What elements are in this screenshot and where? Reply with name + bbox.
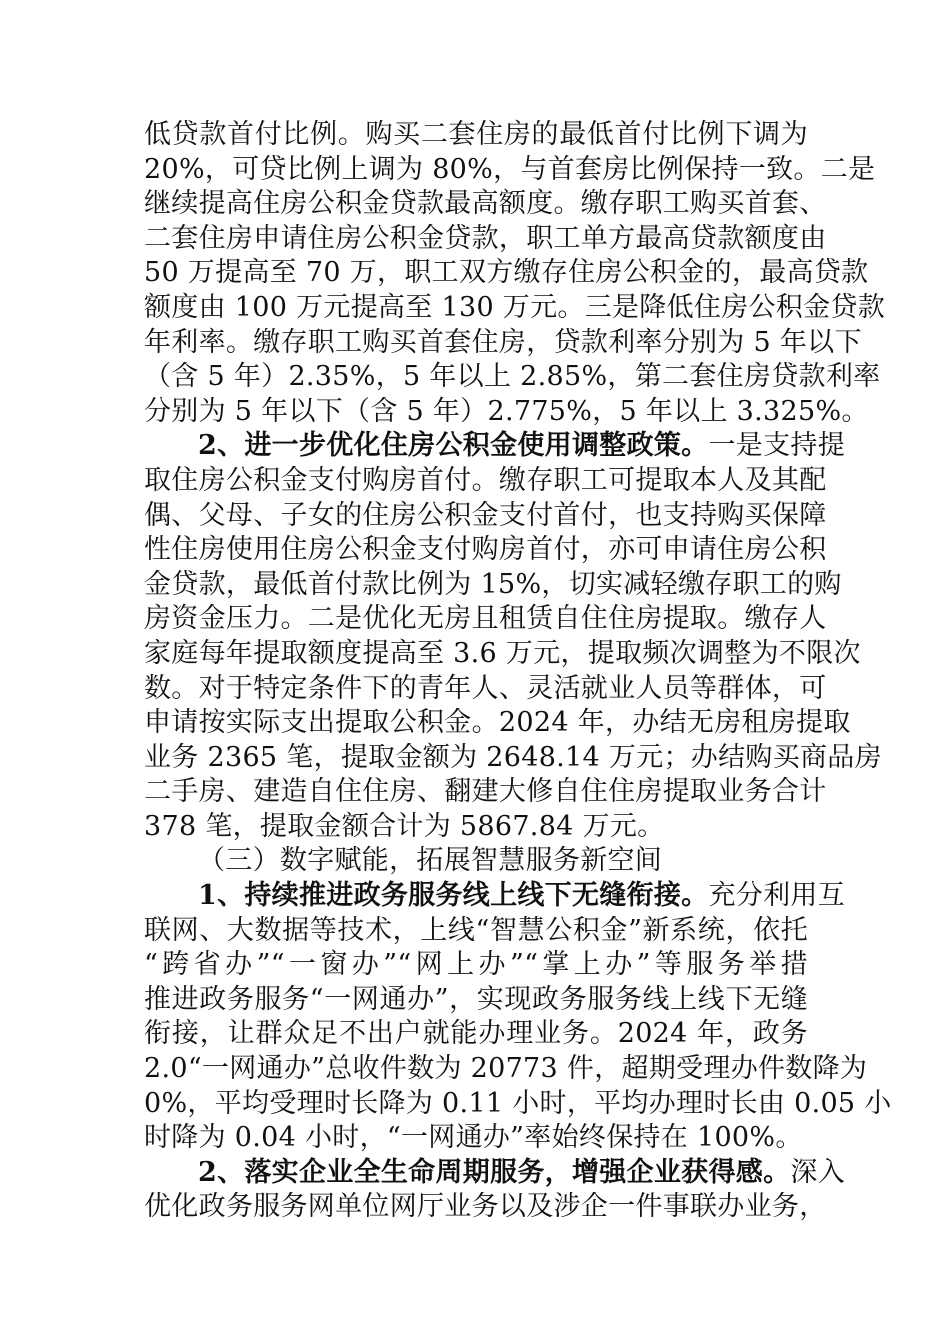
text-run: 一是支持提	[708, 430, 845, 462]
text-line: 申请按实际支出提取公积金。2024 年，办结无房租房提取	[144, 707, 851, 739]
text-line: 二手房、建造自住住房、翻建大修自住住房提取业务合计	[144, 776, 827, 808]
text-line	[144, 429, 845, 464]
text-line	[144, 1156, 845, 1191]
text-line: 二套住房申请住房公积金贷款，职工单方最高贷款额度由	[144, 222, 827, 254]
section-heading: 2、落实企业全生命周期服务，增强企业获得感。	[198, 1156, 791, 1188]
text-line: 继续提高住房公积金贷款最高额度。缴存职工购买首套、	[144, 188, 827, 220]
text-line: 0%，平均受理时长降为 0.11 小时，平均办理时长由 0.05 小	[144, 1087, 892, 1119]
text-line: 年利率。缴存职工购买首套住房，贷款利率分别为 5 年以下	[144, 326, 862, 358]
text-line: 偶、父母、子女的住房公积金支付首付，也支持购买保障	[144, 499, 827, 531]
text-line: 20%，可贷比例上调为 80%，与首套房比例保持一致。二是	[144, 153, 876, 185]
text-line: 分别为 5 年以下（含 5 年）2.775%，5 年以上 3.325%。	[144, 395, 869, 427]
text-line: 低贷款首付比例。购买二套住房的最低首付比例下调为	[144, 119, 808, 150]
text-line: 房资金压力。二是优化无房且租赁自住住房提取。缴存人	[144, 603, 827, 635]
text-line: （含 5 年）2.35%，5 年以上 2.85%，第二套住房贷款利率	[144, 361, 881, 393]
text-line: 家庭每年提取额度提高至 3.6 万元，提取频次调整为不限次	[144, 637, 861, 669]
text-line: 2.0“一网通办”总收件数为 20773 件，超期受理办件数降为	[144, 1053, 868, 1085]
text-line	[144, 879, 845, 914]
text-line: 业务 2365 笔，提取金额为 2648.14 万元；办结购买商品房	[144, 741, 882, 773]
text-line: 50 万提高至 70 万，职工双方缴存住房公积金的，最高贷款	[144, 257, 869, 289]
text-line: 联网、大数据等技术，上线“智慧公积金”新系统，依托	[144, 914, 808, 946]
text-line: 性住房使用住房公积金支付购房首付，亦可申请住房公积	[144, 534, 827, 566]
section-heading: 2、进一步优化住房公积金使用调整政策。	[198, 430, 709, 462]
text-line: 取住房公积金支付购房首付。缴存职工可提取本人及其配	[144, 464, 827, 496]
text-line: 优化政务服务网单位网厅业务以及涉企一件事联办业务，	[144, 1191, 827, 1223]
text-line: 推进政务服务“一网通办”，实现政务服务线上线下无缝	[144, 983, 808, 1015]
body-text	[144, 118, 892, 1225]
text-line: 时降为 0.04 小时，“一网通办”率始终保持在 100%。	[144, 1122, 803, 1154]
text-run: 深入	[790, 1156, 845, 1188]
text-line: 数。对于特定条件下的青年人、灵活就业人员等群体，可	[144, 672, 827, 704]
text-line: “跨省办”“一窗办”“网上办”“掌上办”等服务举措	[144, 949, 808, 981]
text-run: 充分利用互	[708, 880, 845, 912]
text-line: 378 笔，提取金额合计为 5867.84 万元。	[144, 810, 665, 842]
section-heading: 1、持续推进政务服务线上线下无缝衔接。	[198, 880, 709, 912]
subsection-heading: （三）数字赋能，拓展智慧服务新空间	[198, 845, 663, 877]
text-line: 衔接，让群众足不出户就能办理业务。2024 年，政务	[144, 1018, 808, 1050]
text-line: 金贷款，最低首付款比例为 15%，切实减轻缴存职工的购	[144, 568, 842, 600]
text-line: 额度由 100 万元提高至 130 万元。三是降低住房公积金贷款	[144, 291, 885, 323]
